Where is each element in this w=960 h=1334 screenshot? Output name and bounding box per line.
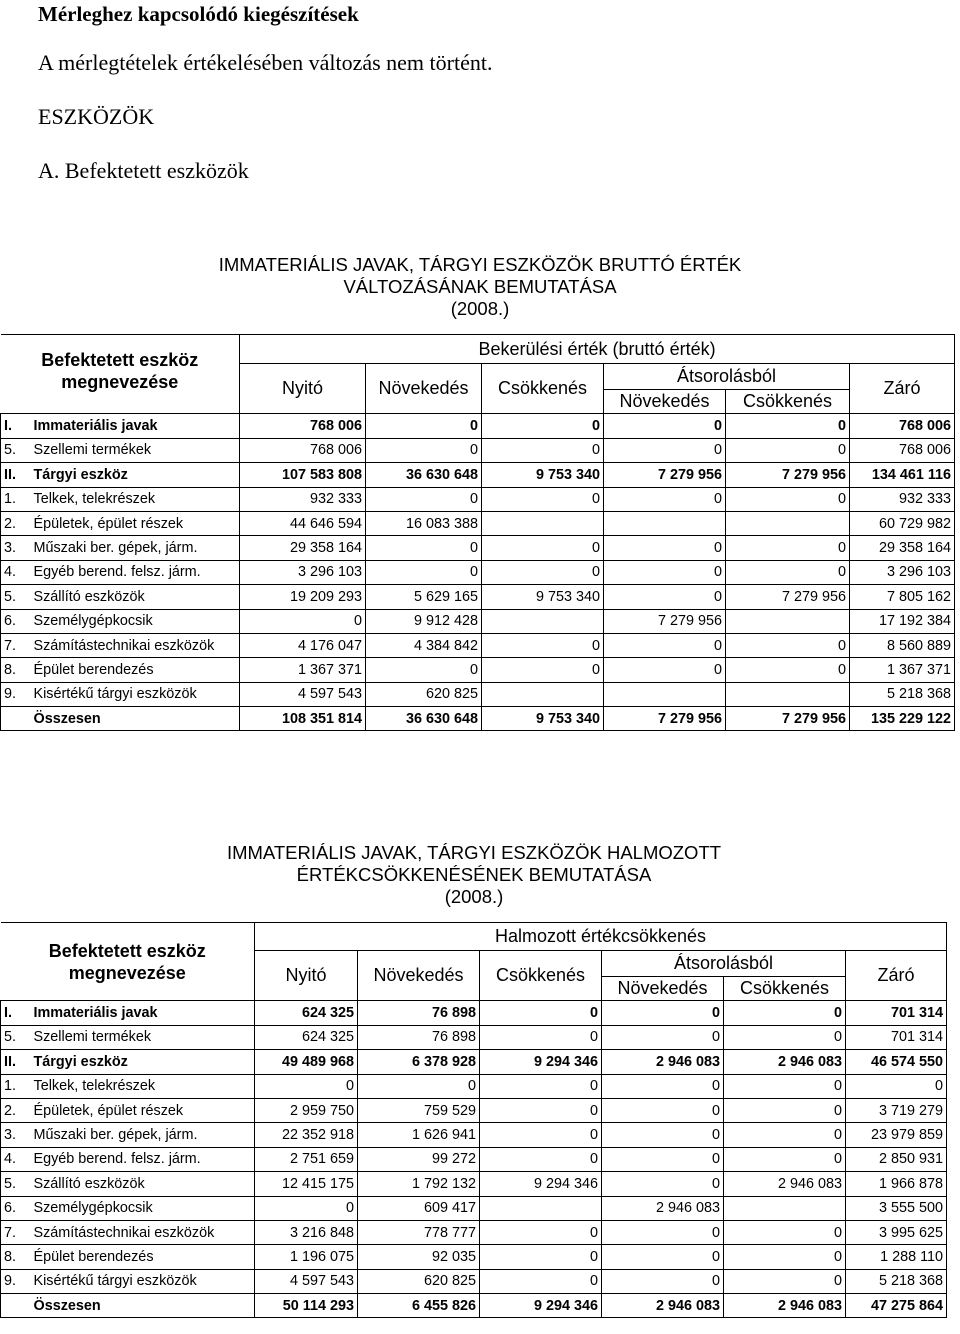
- table-row: [1, 1001, 947, 1025]
- row-value-cell: 0: [602, 1074, 724, 1098]
- table1-col-asset-name-line1: Befektetett eszköz: [41, 350, 199, 370]
- row-index: I.: [1, 414, 32, 438]
- table-row: [1, 1220, 947, 1244]
- row-value-cell: 0: [480, 1245, 602, 1269]
- row-value-cell: 44 646 594: [240, 511, 366, 535]
- row-value-cell: 50 114 293: [255, 1294, 358, 1318]
- row-value-cell: 0: [726, 438, 850, 462]
- row-value-cell: 0: [480, 1074, 602, 1098]
- row-value-cell: 768 006: [850, 438, 955, 462]
- row-value-cell: [604, 682, 726, 706]
- row-asset-name: Személygépkocsik: [32, 609, 240, 633]
- row-value-cell: 46 574 550: [846, 1050, 947, 1074]
- row-value-cell: [726, 511, 850, 535]
- row-value-cell: 0: [726, 560, 850, 584]
- row-value-cell: 16 083 388: [366, 511, 482, 535]
- row-value-cell: 107 583 808: [240, 463, 366, 487]
- table2-title-line2: ÉRTÉKCSÖKKENÉSÉNEK BEMUTATÁSA: [296, 864, 652, 885]
- row-asset-name: Telkek, telekrészek: [32, 487, 240, 511]
- table2-col-asset-name: [1, 923, 255, 1001]
- row-value-cell: 0: [602, 1098, 724, 1122]
- row-value-cell: 99 272: [358, 1147, 480, 1171]
- table1-group-header: Bekerülési érték (bruttó érték): [240, 335, 955, 364]
- row-value-cell: 3 555 500: [846, 1196, 947, 1220]
- row-value-cell: 0: [255, 1196, 358, 1220]
- row-value-cell: 778 777: [358, 1220, 480, 1244]
- row-index: 7.: [1, 1220, 32, 1244]
- row-value-cell: 4 176 047: [240, 633, 366, 657]
- table-row: [1, 1147, 947, 1171]
- gross-value-table: [0, 334, 955, 731]
- table-row: [1, 609, 955, 633]
- row-value-cell: 609 417: [358, 1196, 480, 1220]
- table-row: [1, 1098, 947, 1122]
- row-value-cell: 0: [602, 1001, 724, 1025]
- table-row: [1, 1123, 947, 1147]
- row-value-cell: 49 489 968: [255, 1050, 358, 1074]
- row-value-cell: 0: [366, 658, 482, 682]
- table2-col-asset-name-line1: Befektetett eszköz: [48, 941, 206, 961]
- row-value-cell: 0: [604, 536, 726, 560]
- row-index: 9.: [1, 682, 32, 706]
- row-value-cell: [604, 511, 726, 535]
- row-value-cell: 4 597 543: [255, 1269, 358, 1293]
- row-value-cell: 0: [726, 658, 850, 682]
- row-value-cell: 0: [602, 1245, 724, 1269]
- row-value-cell: 7 805 162: [850, 585, 955, 609]
- row-value-cell: 1 792 132: [358, 1172, 480, 1196]
- row-asset-name: Szellemi termékek: [32, 438, 240, 462]
- table2-col-reclass-decrease: Csökkenés: [724, 977, 846, 1001]
- row-value-cell: 0: [724, 1147, 846, 1171]
- row-value-cell: 0: [724, 1001, 846, 1025]
- row-asset-name: Összesen: [32, 1294, 255, 1318]
- row-value-cell: 22 352 918: [255, 1123, 358, 1147]
- row-index: I.: [1, 1001, 32, 1025]
- row-value-cell: 624 325: [255, 1001, 358, 1025]
- row-value-cell: 624 325: [255, 1025, 358, 1049]
- row-index: 5.: [1, 1172, 32, 1196]
- row-value-cell: 0: [482, 438, 604, 462]
- row-asset-name: Immateriális javak: [32, 1001, 255, 1025]
- row-asset-name: Szállító eszközök: [32, 1172, 255, 1196]
- row-value-cell: 768 006: [850, 414, 955, 438]
- row-asset-name: Immateriális javak: [32, 414, 240, 438]
- row-value-cell: 0: [482, 414, 604, 438]
- row-value-cell: 932 333: [850, 487, 955, 511]
- table-row: [1, 414, 955, 438]
- accumulated-depreciation-table: [0, 922, 947, 1318]
- table1-col-reclass-increase: Növekedés: [604, 390, 726, 414]
- row-value-cell: 134 461 116: [850, 463, 955, 487]
- row-value-cell: 7 279 956: [604, 609, 726, 633]
- row-value-cell: 620 825: [358, 1269, 480, 1293]
- row-value-cell: 29 358 164: [850, 536, 955, 560]
- row-value-cell: 0: [482, 487, 604, 511]
- row-value-cell: 2 946 083: [724, 1050, 846, 1074]
- table1-title-line2: VÁLTOZÁSÁNAK BEMUTATÁSA: [343, 276, 617, 297]
- table2-col-close: Záró: [846, 951, 947, 1001]
- table-row: [1, 511, 955, 535]
- row-value-cell: 9 753 340: [482, 463, 604, 487]
- row-value-cell: 9 294 346: [480, 1050, 602, 1074]
- row-value-cell: [724, 1196, 846, 1220]
- row-asset-name: Összesen: [32, 707, 240, 731]
- row-asset-name: Épület berendezés: [32, 1245, 255, 1269]
- table-row: [1, 1050, 947, 1074]
- row-value-cell: 2 946 083: [602, 1196, 724, 1220]
- row-value-cell: 0: [602, 1025, 724, 1049]
- row-asset-name: Egyéb berend. felsz. járm.: [32, 560, 240, 584]
- table2-title: [154, 842, 794, 908]
- table-row: [1, 682, 955, 706]
- row-value-cell: 4 597 543: [240, 682, 366, 706]
- row-value-cell: 0: [604, 560, 726, 584]
- table2-col-asset-name-line2: megnevezése: [68, 963, 186, 983]
- row-value-cell: 0: [366, 560, 482, 584]
- table2-col-reclass-increase: Növekedés: [602, 977, 724, 1001]
- row-value-cell: 1 288 110: [846, 1245, 947, 1269]
- table1-title: [160, 254, 800, 320]
- row-value-cell: 7 279 956: [604, 707, 726, 731]
- row-value-cell: 1 626 941: [358, 1123, 480, 1147]
- row-value-cell: 9 753 340: [482, 707, 604, 731]
- row-value-cell: 5 218 368: [846, 1269, 947, 1293]
- row-value-cell: 108 351 814: [240, 707, 366, 731]
- row-value-cell: 29 358 164: [240, 536, 366, 560]
- row-index: 9.: [1, 1269, 32, 1293]
- row-asset-name: Kisértékű tárgyi eszközök: [32, 1269, 255, 1293]
- row-value-cell: 135 229 122: [850, 707, 955, 731]
- table1-col-decrease: Csökkenés: [482, 364, 604, 414]
- row-value-cell: 1 367 371: [850, 658, 955, 682]
- row-value-cell: 60 729 982: [850, 511, 955, 535]
- row-value-cell: 0: [726, 487, 850, 511]
- row-value-cell: 2 946 083: [724, 1294, 846, 1318]
- row-value-cell: 0: [482, 560, 604, 584]
- row-value-cell: [482, 682, 604, 706]
- row-value-cell: 0: [604, 585, 726, 609]
- row-value-cell: [482, 609, 604, 633]
- table-row: [1, 463, 955, 487]
- subsection-title: A. Befektetett eszközök: [38, 158, 249, 183]
- row-index: 6.: [1, 609, 32, 633]
- row-value-cell: 0: [366, 487, 482, 511]
- row-asset-name: Épületek, épület részek: [32, 1098, 255, 1122]
- row-value-cell: 7 279 956: [726, 463, 850, 487]
- row-asset-name: Épületek, épület részek: [32, 511, 240, 535]
- row-value-cell: 92 035: [358, 1245, 480, 1269]
- row-value-cell: 3 296 103: [240, 560, 366, 584]
- table1-title-line3: (2008.): [450, 298, 510, 319]
- row-value-cell: 0: [724, 1220, 846, 1244]
- row-value-cell: 932 333: [240, 487, 366, 511]
- row-value-cell: 0: [846, 1074, 947, 1098]
- row-value-cell: 12 415 175: [255, 1172, 358, 1196]
- row-value-cell: 620 825: [366, 682, 482, 706]
- row-value-cell: [726, 609, 850, 633]
- row-index: 3.: [1, 1123, 32, 1147]
- row-value-cell: 2 850 931: [846, 1147, 947, 1171]
- row-value-cell: 1 966 878: [846, 1172, 947, 1196]
- row-value-cell: 2 751 659: [255, 1147, 358, 1171]
- row-value-cell: 0: [724, 1025, 846, 1049]
- row-asset-name: Épület berendezés: [32, 658, 240, 682]
- row-index: II.: [1, 1050, 32, 1074]
- table2-col-increase: Növekedés: [358, 951, 480, 1001]
- row-asset-name: Kisértékű tárgyi eszközök: [32, 682, 240, 706]
- row-value-cell: 23 979 859: [846, 1123, 947, 1147]
- table-row: [1, 1025, 947, 1049]
- row-value-cell: 0: [366, 414, 482, 438]
- table-row: [1, 658, 955, 682]
- row-value-cell: 701 314: [846, 1025, 947, 1049]
- table1-col-increase: Növekedés: [366, 364, 482, 414]
- table-row: [1, 633, 955, 657]
- row-value-cell: 0: [602, 1172, 724, 1196]
- row-value-cell: 0: [604, 633, 726, 657]
- row-value-cell: 2 946 083: [602, 1294, 724, 1318]
- table2-col-reclass: Átsorolásból: [602, 951, 846, 977]
- row-value-cell: 0: [604, 414, 726, 438]
- row-value-cell: 3 719 279: [846, 1098, 947, 1122]
- row-value-cell: 0: [724, 1269, 846, 1293]
- row-value-cell: 5 218 368: [850, 682, 955, 706]
- row-value-cell: 17 192 384: [850, 609, 955, 633]
- row-index: 5.: [1, 438, 32, 462]
- row-value-cell: 2 946 083: [724, 1172, 846, 1196]
- table-row: [1, 487, 955, 511]
- row-value-cell: 6 455 826: [358, 1294, 480, 1318]
- table-row: [1, 560, 955, 584]
- table-row: [1, 1294, 947, 1318]
- row-index: 5.: [1, 585, 32, 609]
- row-value-cell: 3 216 848: [255, 1220, 358, 1244]
- row-value-cell: [480, 1196, 602, 1220]
- valuation-paragraph: A mérlegtételek értékelésében változás nem történt.: [38, 50, 493, 75]
- row-value-cell: 0: [480, 1269, 602, 1293]
- row-asset-name: Szállító eszközök: [32, 585, 240, 609]
- row-index: [1, 1294, 32, 1318]
- row-index: 4.: [1, 560, 32, 584]
- row-index: 2.: [1, 1098, 32, 1122]
- row-value-cell: 0: [482, 658, 604, 682]
- table-row: [1, 438, 955, 462]
- table1-col-open: Nyitó: [240, 364, 366, 414]
- row-asset-name: Műszaki ber. gépek, járm.: [32, 1123, 255, 1147]
- row-value-cell: 0: [726, 633, 850, 657]
- table1-col-reclass-decrease: Csökkenés: [726, 390, 850, 414]
- row-asset-name: Számítástechnikai eszközök: [32, 633, 240, 657]
- row-value-cell: 768 006: [240, 438, 366, 462]
- table2-col-decrease: Csökkenés: [480, 951, 602, 1001]
- row-value-cell: 3 296 103: [850, 560, 955, 584]
- row-value-cell: 0: [480, 1098, 602, 1122]
- row-index: 8.: [1, 1245, 32, 1269]
- row-value-cell: 0: [602, 1147, 724, 1171]
- row-index: 1.: [1, 487, 32, 511]
- row-value-cell: 759 529: [358, 1098, 480, 1122]
- row-value-cell: 0: [726, 414, 850, 438]
- row-value-cell: [726, 682, 850, 706]
- row-value-cell: 0: [482, 536, 604, 560]
- row-value-cell: 5 629 165: [366, 585, 482, 609]
- row-value-cell: 0: [480, 1025, 602, 1049]
- row-value-cell: 0: [724, 1074, 846, 1098]
- row-value-cell: 0: [604, 438, 726, 462]
- row-asset-name: Tárgyi eszköz: [32, 463, 240, 487]
- table1-title-line1: IMMATERIÁLIS JAVAK, TÁRGYI ESZKÖZÖK BRUTTÓ ÉRTÉK: [218, 254, 742, 275]
- table-row: [1, 1269, 947, 1293]
- table-row: [1, 1172, 947, 1196]
- row-value-cell: 768 006: [240, 414, 366, 438]
- row-value-cell: 0: [240, 609, 366, 633]
- table1-col-asset-name: [1, 335, 240, 414]
- row-value-cell: 4 384 842: [366, 633, 482, 657]
- table1-col-close: Záró: [850, 364, 955, 414]
- table2-title-line3: (2008.): [444, 886, 504, 907]
- row-index: [1, 707, 32, 731]
- table-row: [1, 1245, 947, 1269]
- row-value-cell: 0: [602, 1123, 724, 1147]
- row-value-cell: 0: [480, 1123, 602, 1147]
- row-value-cell: 36 630 648: [366, 707, 482, 731]
- row-value-cell: 0: [724, 1123, 846, 1147]
- row-index: 7.: [1, 633, 32, 657]
- row-asset-name: Személygépkocsik: [32, 1196, 255, 1220]
- row-value-cell: 8 560 889: [850, 633, 955, 657]
- table-row: [1, 1074, 947, 1098]
- table1-col-asset-name-line2: megnevezése: [61, 372, 179, 392]
- row-value-cell: 0: [480, 1147, 602, 1171]
- page-heading: Mérleghez kapcsolódó kiegészítések: [38, 2, 359, 26]
- table2-col-open: Nyitó: [255, 951, 358, 1001]
- row-value-cell: 1 367 371: [240, 658, 366, 682]
- row-index: II.: [1, 463, 32, 487]
- table-row: [1, 707, 955, 731]
- row-value-cell: 9 912 428: [366, 609, 482, 633]
- row-asset-name: Egyéb berend. felsz. járm.: [32, 1147, 255, 1171]
- row-value-cell: 9 753 340: [482, 585, 604, 609]
- row-value-cell: 47 275 864: [846, 1294, 947, 1318]
- row-value-cell: 7 279 956: [604, 463, 726, 487]
- row-value-cell: 7 279 956: [726, 585, 850, 609]
- row-value-cell: 0: [724, 1098, 846, 1122]
- section-title: ESZKÖZÖK: [38, 104, 155, 129]
- row-value-cell: 1 196 075: [255, 1245, 358, 1269]
- row-value-cell: 0: [358, 1074, 480, 1098]
- row-value-cell: 2 946 083: [602, 1050, 724, 1074]
- row-index: 3.: [1, 536, 32, 560]
- row-value-cell: 6 378 928: [358, 1050, 480, 1074]
- table-row: [1, 536, 955, 560]
- table2-group-header: Halmozott értékcsökkenés: [255, 923, 947, 951]
- row-value-cell: 9 294 346: [480, 1172, 602, 1196]
- row-value-cell: 0: [726, 536, 850, 560]
- row-index: 8.: [1, 658, 32, 682]
- row-asset-name: Szellemi termékek: [32, 1025, 255, 1049]
- row-value-cell: 76 898: [358, 1025, 480, 1049]
- row-index: 2.: [1, 511, 32, 535]
- row-asset-name: Telkek, telekrészek: [32, 1074, 255, 1098]
- row-value-cell: 19 209 293: [240, 585, 366, 609]
- table1-col-reclass: Átsorolásból: [604, 364, 850, 390]
- row-value-cell: 0: [480, 1220, 602, 1244]
- row-value-cell: 0: [255, 1074, 358, 1098]
- table-row: [1, 585, 955, 609]
- row-asset-name: Számítástechnikai eszközök: [32, 1220, 255, 1244]
- row-value-cell: 0: [602, 1220, 724, 1244]
- row-value-cell: 76 898: [358, 1001, 480, 1025]
- row-value-cell: 701 314: [846, 1001, 947, 1025]
- row-asset-name: Műszaki ber. gépek, járm.: [32, 536, 240, 560]
- row-value-cell: [482, 511, 604, 535]
- table-row: [1, 1196, 947, 1220]
- row-value-cell: 0: [366, 438, 482, 462]
- row-asset-name: Tárgyi eszköz: [32, 1050, 255, 1074]
- row-index: 4.: [1, 1147, 32, 1171]
- row-value-cell: 7 279 956: [726, 707, 850, 731]
- row-index: 1.: [1, 1074, 32, 1098]
- row-value-cell: 0: [366, 536, 482, 560]
- row-value-cell: 0: [482, 633, 604, 657]
- row-index: 6.: [1, 1196, 32, 1220]
- table2-title-line1: IMMATERIÁLIS JAVAK, TÁRGYI ESZKÖZÖK HALMOZOTT: [226, 842, 722, 863]
- row-value-cell: 9 294 346: [480, 1294, 602, 1318]
- row-value-cell: 0: [602, 1269, 724, 1293]
- row-value-cell: 36 630 648: [366, 463, 482, 487]
- row-value-cell: 0: [604, 658, 726, 682]
- row-value-cell: 0: [480, 1001, 602, 1025]
- row-value-cell: 0: [604, 487, 726, 511]
- row-value-cell: 2 959 750: [255, 1098, 358, 1122]
- row-index: 5.: [1, 1025, 32, 1049]
- row-value-cell: 3 995 625: [846, 1220, 947, 1244]
- row-value-cell: 0: [724, 1245, 846, 1269]
